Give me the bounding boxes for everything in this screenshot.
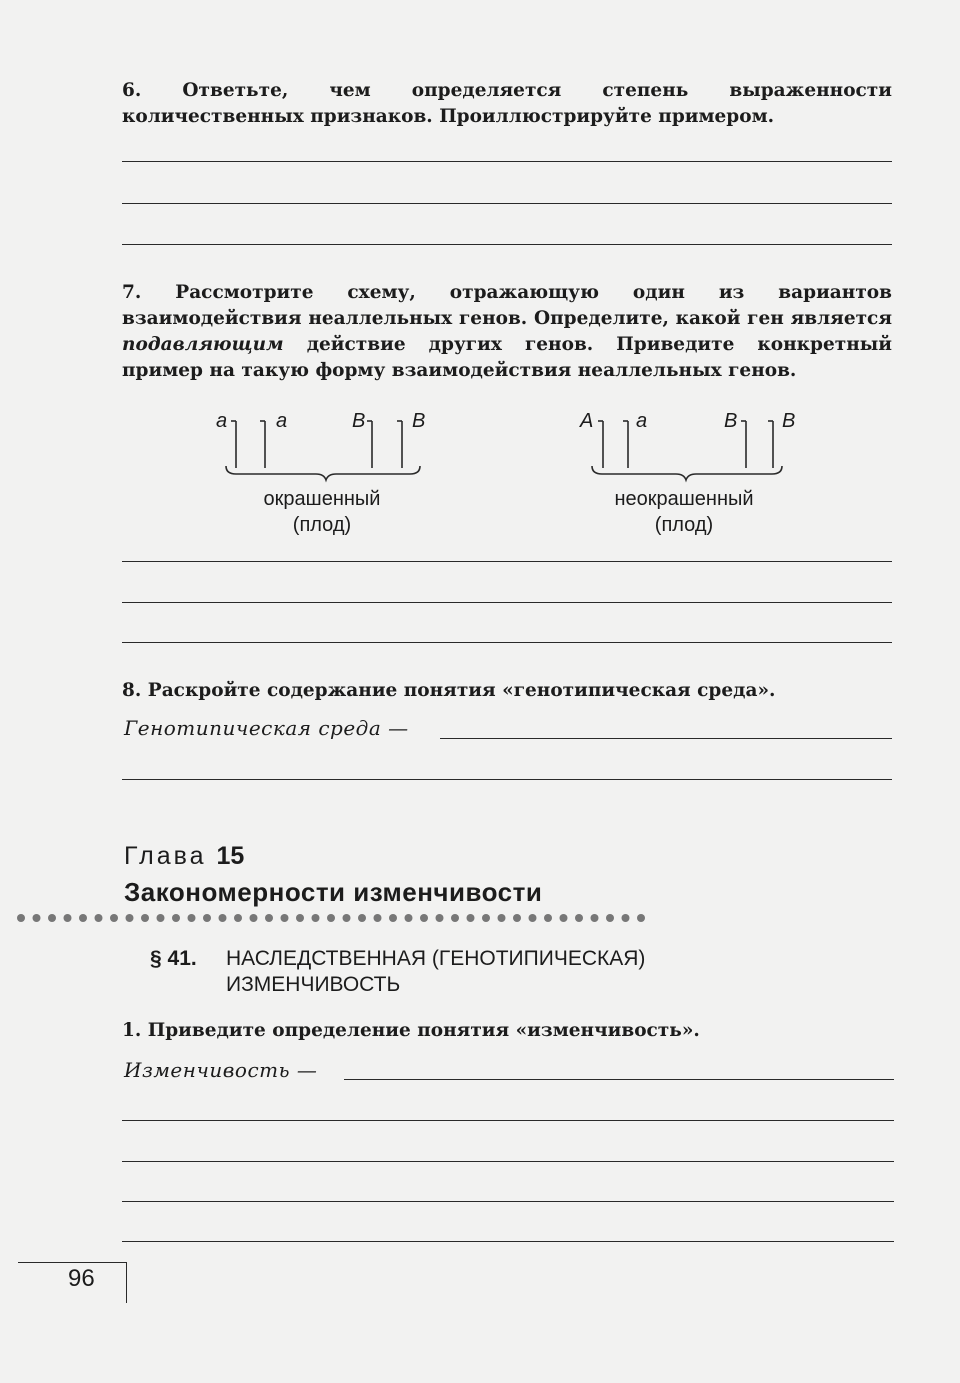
chapter-title: Закономерности изменчивости — [124, 877, 543, 907]
answer-line[interactable] — [122, 203, 892, 204]
answer-line[interactable] — [122, 602, 892, 603]
divider-dot — [265, 914, 273, 922]
question-text: Рассмотрите схему, отражающую один из вариантов взаимодействия неаллельных генов. Определите, какой ген является — [122, 282, 892, 329]
chromosome-diagram — [0, 400, 960, 550]
gene-interaction-scheme — [0, 400, 960, 550]
divider-dot — [482, 914, 490, 922]
caption-line: (плод) — [292, 514, 352, 536]
divider-dot — [544, 914, 552, 922]
answer-line[interactable] — [440, 738, 892, 739]
divider-dot — [513, 914, 521, 922]
divider-dot — [157, 914, 165, 922]
question-text: Раскройте содержание понятия «генотипическая среда». — [147, 680, 776, 701]
divider-dot — [374, 914, 382, 922]
section-heading — [150, 946, 645, 998]
caption-line: окрашенный — [263, 488, 381, 510]
divider-dot — [358, 914, 366, 922]
gene-label: A — [580, 410, 594, 432]
divider-dot — [48, 914, 56, 922]
divider-dot — [95, 914, 103, 922]
divider-dot — [188, 914, 196, 922]
question-number: 1. — [122, 1020, 142, 1041]
divider-dot — [451, 914, 459, 922]
divider-dot — [529, 914, 537, 922]
page-number: 96 — [68, 1265, 95, 1292]
divider-dot — [203, 914, 211, 922]
answer-line[interactable] — [122, 642, 892, 643]
brace — [592, 466, 782, 480]
divider-dot — [420, 914, 428, 922]
gene-label: a — [276, 410, 288, 432]
divider-dot — [575, 914, 583, 922]
divider-dot — [591, 914, 599, 922]
caption-line: (плод) — [654, 514, 714, 536]
divider-dot — [234, 914, 242, 922]
divider-dot — [622, 914, 630, 922]
divider-dot — [172, 914, 180, 922]
question-1 — [122, 1018, 892, 1044]
answer-line[interactable] — [122, 561, 892, 562]
divider-dot — [560, 914, 568, 922]
answer-line[interactable] — [344, 1079, 894, 1080]
gene-label: B — [352, 410, 366, 432]
scheme-caption-left — [192, 486, 452, 538]
question-7 — [122, 280, 892, 384]
divider-dot — [606, 914, 614, 922]
question-text: действие других генов. Приведите конкретный пример на такую форму взаимодействия неаллельных генов. — [122, 334, 893, 381]
divider-dot — [467, 914, 475, 922]
question-6 — [122, 78, 892, 130]
chapter-label — [124, 842, 244, 871]
gene-label: a — [216, 410, 228, 432]
divider-dot — [389, 914, 397, 922]
chapter-number: 15 — [216, 842, 245, 870]
answer-line[interactable] — [122, 1161, 894, 1162]
scheme-caption-right — [554, 486, 814, 538]
question-number: 7. — [122, 282, 142, 303]
divider-dot — [436, 914, 444, 922]
divider-dot — [64, 914, 72, 922]
divider-dot — [17, 914, 25, 922]
gene-label: B — [782, 410, 796, 432]
answer-line[interactable] — [122, 244, 892, 245]
answer-line[interactable] — [122, 1241, 894, 1242]
section-title-line: ИЗМЕНЧИВОСТЬ — [226, 973, 401, 996]
definition-prompt: Генотипическая среда — — [124, 716, 409, 740]
question-number: 6. — [122, 80, 142, 101]
gene-label: B — [724, 410, 738, 432]
divider-dot — [637, 914, 645, 922]
brace — [226, 466, 420, 480]
dotted-divider — [16, 912, 656, 924]
divider-dot — [327, 914, 335, 922]
chapter-word: Глава — [124, 842, 207, 870]
divider-dot — [141, 914, 149, 922]
divider-dot — [110, 914, 118, 922]
question-text: Ответьте, чем определяется степень выраженности количественных признаков. Проиллюстрируйте примером. — [122, 80, 892, 127]
divider-dot — [33, 914, 41, 922]
answer-line[interactable] — [122, 1120, 894, 1121]
question-8 — [122, 678, 892, 704]
divider-dot — [312, 914, 320, 922]
definition-prompt: Изменчивость — — [124, 1058, 318, 1082]
divider-dot — [126, 914, 134, 922]
gene-label: B — [412, 410, 426, 432]
divider-dot — [219, 914, 227, 922]
divider-dot — [343, 914, 351, 922]
divider-dot — [79, 914, 87, 922]
divider-dot — [296, 914, 304, 922]
divider-dot — [498, 914, 506, 922]
answer-line[interactable] — [122, 161, 892, 162]
answer-line[interactable] — [122, 1201, 894, 1202]
section-number: § 41. — [150, 947, 197, 970]
question-text: Приведите определение понятия «изменчивость». — [147, 1020, 700, 1041]
divider-dot — [281, 914, 289, 922]
answer-line[interactable] — [122, 779, 892, 780]
caption-line: неокрашенный — [614, 488, 754, 510]
section-title-line: НАСЛЕДСТВЕННАЯ (ГЕНОТИПИЧЕСКАЯ) — [226, 947, 646, 970]
divider-dot — [405, 914, 413, 922]
question-number: 8. — [122, 680, 142, 701]
emphasis-word: подавляющим — [122, 334, 284, 355]
divider-dot — [250, 914, 258, 922]
gene-label: a — [636, 410, 648, 432]
